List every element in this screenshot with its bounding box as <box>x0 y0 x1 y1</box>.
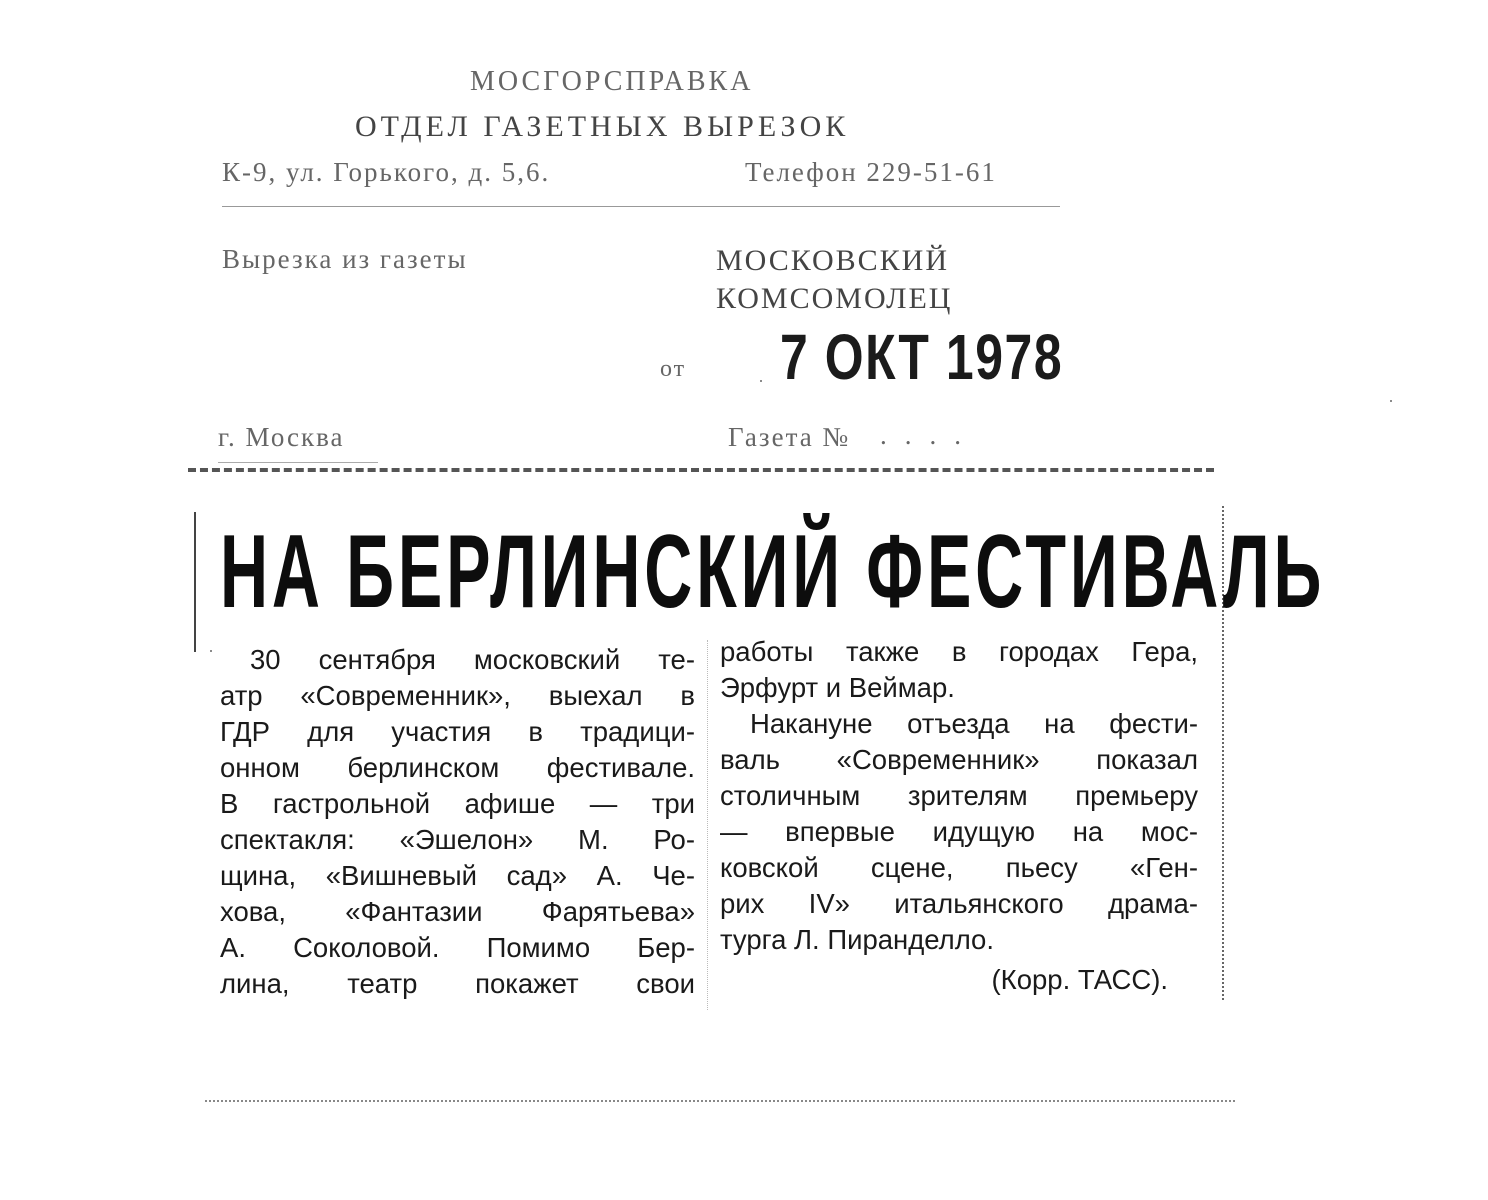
agency-phone: Телефон 229-51-61 <box>745 157 997 187</box>
city-underline <box>218 462 378 463</box>
article-line: щина, «Вишневый сад» А. Че- <box>220 860 695 891</box>
date-label: от <box>660 356 687 382</box>
article-line: работы также в городах Гера, <box>720 636 1198 667</box>
scan-speck <box>1390 400 1392 402</box>
city-label: г. Москва <box>218 422 345 452</box>
article-line: спектакля: «Эшелон» М. Ро- <box>220 824 695 855</box>
newspaper-name-line2: КОМСОМОЛЕЦ <box>716 282 953 315</box>
article-line: ковской сцене, пьесу «Ген- <box>720 852 1198 883</box>
cutting-label: Вырезка из газеты <box>222 244 468 274</box>
agency-name: МОСГОРСПРАВКА <box>470 66 754 97</box>
article-line: лина, театр покажет свои <box>220 968 695 999</box>
clipping-top-edge <box>188 468 1214 472</box>
article-line: турга Л. Пиранделло. <box>720 924 994 955</box>
article-line: атр «Современник», выехал в <box>220 680 695 711</box>
article-line: Эрфурт и Веймар. <box>720 672 955 703</box>
article-line: онном берлинском фестивале. <box>220 752 695 783</box>
article-headline: НА БЕРЛИНСКИЙ ФЕСТИВАЛЬ <box>220 514 1326 630</box>
article-column-2 <box>720 634 1198 998</box>
article-line: 30 сентября московский те- <box>250 644 695 675</box>
column-divider <box>707 640 708 1010</box>
article-line: — впервые идущую на мос- <box>720 816 1198 847</box>
department-name: ОТДЕЛ ГАЗЕТНЫХ ВЫРЕЗОК <box>355 110 850 143</box>
article-line: А. Соколовой. Помимо Бер- <box>220 932 695 963</box>
clipping-left-edge <box>194 512 196 652</box>
issue-label: Газета № <box>728 422 851 452</box>
article-line: Накануне отъезда на фести- <box>750 708 1198 739</box>
agency-address: К-9, ул. Горького, д. 5,6. <box>222 157 551 187</box>
article-byline: (Корр. ТАСС). <box>991 964 1168 995</box>
scan-speck <box>760 380 762 382</box>
header-divider <box>222 206 1060 207</box>
clipping-bottom-edge <box>205 1100 1235 1102</box>
article-line: столичным зрителям премьеру <box>720 780 1198 811</box>
article-column-1 <box>220 642 695 1002</box>
issue-number-dots: .... <box>880 420 979 450</box>
article-line: ГДР для участия в традици- <box>220 716 695 747</box>
article-line: В гастрольной афише — три <box>220 788 695 819</box>
article-line: валь «Современник» показал <box>720 744 1198 775</box>
date-stamp: 7 ОКТ 1978 <box>780 321 1064 393</box>
newspaper-name-line1: МОСКОВСКИЙ <box>716 244 950 277</box>
scan-speck <box>210 650 212 652</box>
article-line: рих IV» итальянского драма- <box>720 888 1198 919</box>
article-line: хова, «Фантазии Фарятьева» <box>220 896 695 927</box>
